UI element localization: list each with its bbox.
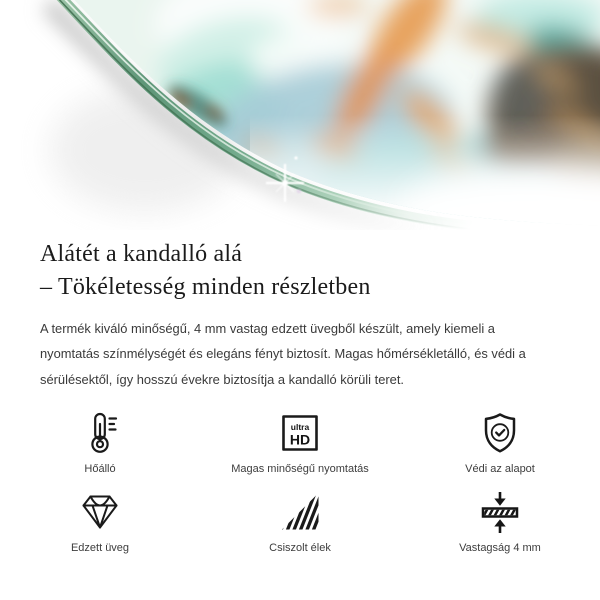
polished-edges-icon [278,489,322,535]
feature-label: Vastagság 4 mm [459,541,541,554]
ultra-hd-icon-text-bottom: HD [289,431,311,448]
product-photo [0,0,600,230]
product-description-section [0,230,600,554]
feature-label: Csiszolt élek [269,541,331,554]
thickness-icon [478,489,522,535]
glass-disc-illustration [0,0,600,230]
feature-label: Hőálló [84,462,116,475]
page-title-line2: – Tökéletesség minden részletben [40,273,371,300]
ultra-hd-icon [278,410,322,456]
feature-label: Magas minőségű nyomtatás [231,462,369,475]
feature-protects-base [400,410,600,475]
feature-tempered-glass [0,489,200,554]
feature-heat-resistant [0,410,200,475]
feature-thickness [400,489,600,554]
features-grid [0,410,600,554]
shield-check-icon [478,410,522,456]
feature-label: Védi az alapot [465,462,535,475]
page-title [40,238,560,303]
thermometer-icon [78,410,122,456]
feature-polished-edges [200,489,400,554]
product-description: A termék kiváló minőségű, 4 mm vastag edzett üvegből készült, amely kiemeli a nyomtatás színmélységét és elegáns fényt biztosít. Magas hőmérsékletálló, és védi a sérülésektől, így hosszú évekre biztosítja a kandalló körüli teret. [40,321,526,387]
feature-print-quality [200,410,400,475]
feature-label: Edzett üveg [70,541,130,554]
ultra-hd-icon-text-top: ultra [290,421,310,432]
diamond-icon [78,489,122,535]
page-title-line1: Alátét a kandalló alá [40,241,243,267]
